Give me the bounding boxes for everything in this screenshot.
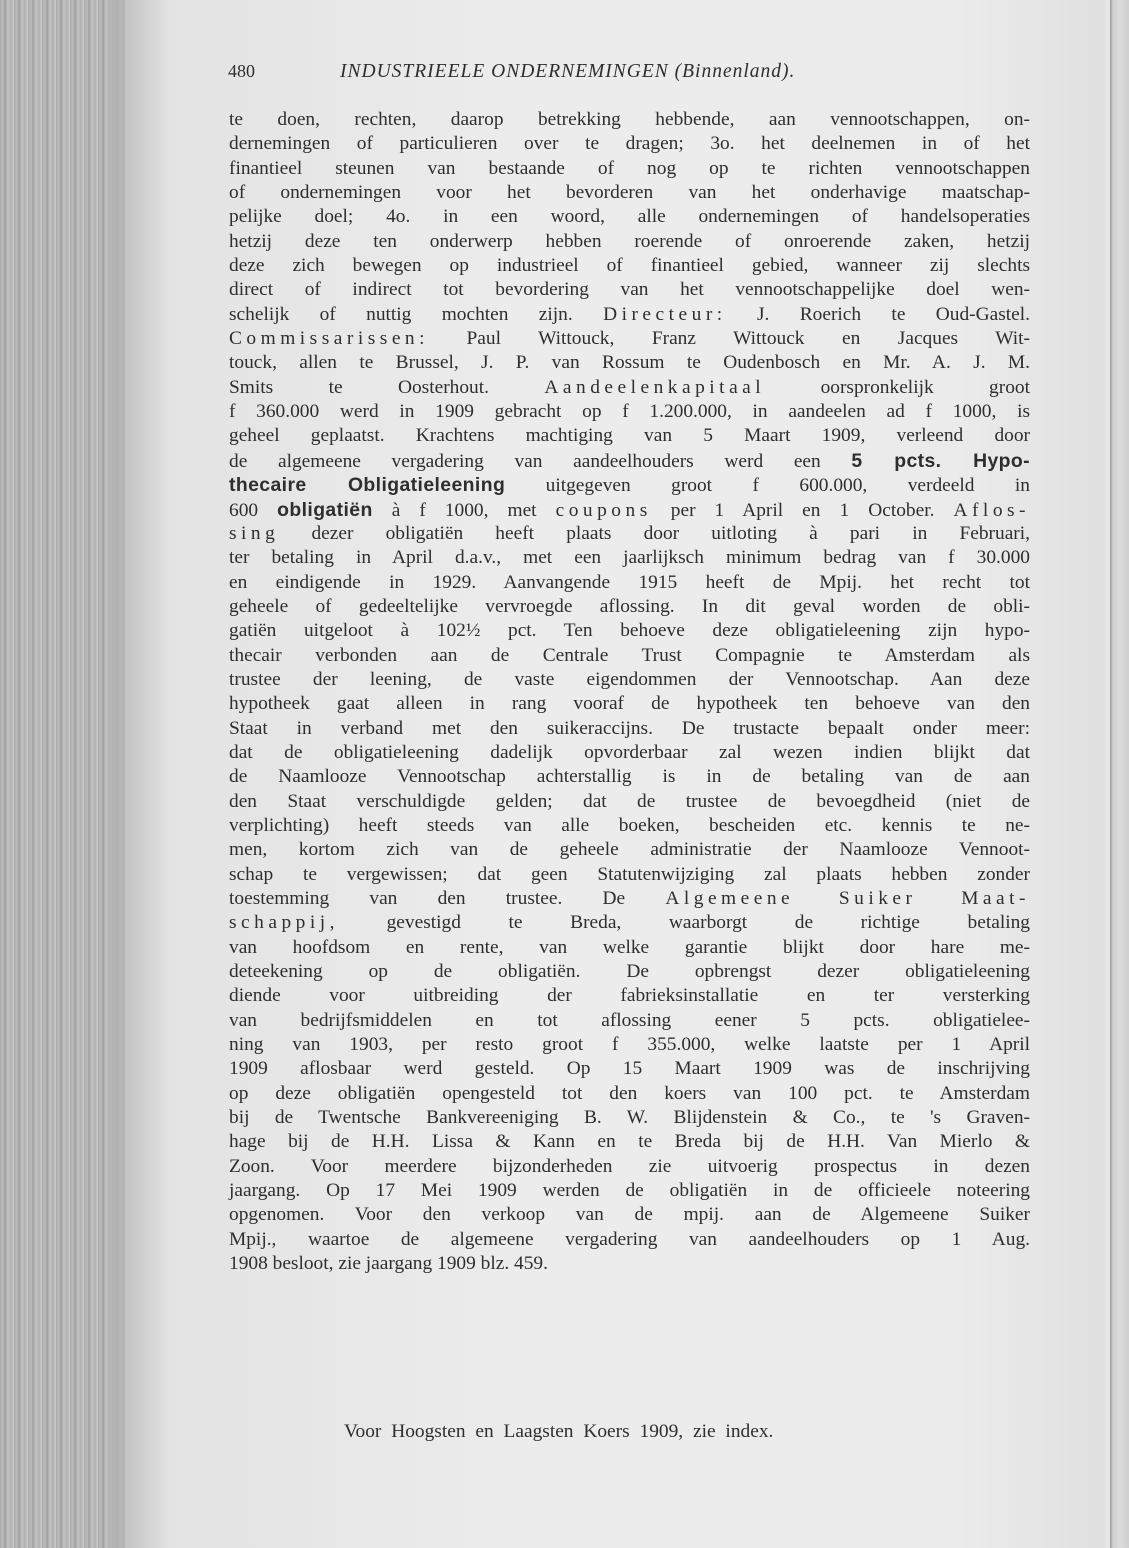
text-segment: à f 1000, met [372,499,556,521]
text-line [229,400,1030,424]
text-line [229,1179,1030,1203]
text-segment: de algemeene vergadering van aandeelhouders werd een [229,450,852,472]
text-line [229,1082,1030,1106]
text-segment: thecair verbonden aan de Centrale Trust Compagnie te Amsterdam als [229,644,1030,666]
text-segment: deteekening op de obligatiën. De opbrengst dezer obligatieleening [229,961,1030,983]
text-segment: van hoofdsom en rente, van welke garantie blijkt door hare me- [229,936,1030,958]
text-segment: geheele of gedeeltelijke vervroegde aflossing. In dit geval worden de obli- [229,595,1030,617]
text-line [229,1106,1030,1130]
text-line [229,546,1030,570]
text-segment: men, kortom zich van de geheele administratie der Naamlooze Vennoot- [229,839,1030,861]
text-line [229,230,1030,254]
text-line [229,254,1030,278]
text-line [229,765,1030,789]
text-segment: van bedrijfsmiddelen en tot aflossing eener 5 pcts. obligatielee- [229,1009,1030,1031]
text-segment: gatiën uitgeloot à 102½ pct. Ten behoeve deze obligatieleening zijn hypo- [229,620,1030,642]
text-line [229,1203,1030,1227]
text-segment: trustee der leening, de vaste eigendommen der Vennootschap. Aan deze [229,668,1030,690]
text-segment: en eindigende in 1929. Aanvangende 1915 heeft de Mpij. het recht tot [229,571,1030,593]
text-line [229,911,1030,935]
text-line [229,157,1030,181]
body-paragraph [229,108,1030,1277]
text-segment: 600 [229,499,278,521]
text-segment: uitgegeven groot f 600.000, verdeeld in [505,475,1030,497]
spaced-label-text: Directeur: [603,303,727,325]
text-line [229,863,1030,887]
text-line [229,303,1030,327]
text-line [229,1130,1030,1154]
text-segment: geheel geplaatst. Krachtens machtiging van 5 Maart 1909, verleend door [229,425,1030,447]
text-segment: ning van 1903, per resto groot f 355.000, welke laatste per 1 April [229,1034,1030,1056]
text-line [229,668,1030,692]
text-segment: Staat in verband met den suikeraccijns. De trustacte bepaalt onder meer: [229,717,1030,739]
text-segment: Zoon. Voor meerdere bijzonderheden zie uitvoerig prospectus in dezen [229,1155,1030,1177]
text-line [229,887,1030,911]
footer-note: Voor Hoogsten en Laagsten Koers 1909, zie index. [344,1421,774,1442]
text-segment: ter betaling in April d.a.v., met een jaarlijksch minimum bedrag van f 30.000 [229,547,1030,569]
text-segment: hage bij de H.H. Lissa & Kann en te Breda bij de H.H. Van Mierlo & [229,1131,1030,1153]
text-segment: Mpij., waartoe de algemeene vergadering van aandeelhouders op 1 Aug. [229,1228,1030,1250]
text-line [229,838,1030,862]
text-line [229,424,1030,448]
text-line [229,717,1030,741]
text-line [229,473,1030,497]
text-segment: op deze obligatiën opengesteld tot den koers van 100 pct. te Amsterdam [229,1082,1030,1104]
text-line [229,741,1030,765]
text-segment: de Naamlooze Vennootschap achterstallig is in de betaling van de aan [229,766,1030,788]
text-line [229,984,1030,1008]
text-segment: 1909 aflosbaar werd gesteld. Op 15 Maart 1909 was de inschrijving [229,1058,1030,1080]
text-segment: hypotheek gaat alleen in rang vooraf de hypotheek ten behoeve van den [229,693,1030,715]
text-line [229,814,1030,838]
text-segment: Smits te Oosterhout. [229,376,545,398]
text-segment: hetzij deze ten onderwerp hebben roerende of onroerende zaken, hetzij [229,230,1030,252]
text-segment: finantieel steunen van bestaande of nog op te richten vennootschappen [229,157,1030,179]
text-segment: dernemingen of particulieren over te dragen; 3o. het deelnemen in of het [229,133,1030,155]
text-segment: dat de obligatieleening dadelijk opvorderbaar zal wezen indien blijkt dat [229,741,1030,763]
text-segment: dezer obligatiën heeft plaats door uitloting à pari in Februari, [279,522,1030,544]
text-line [229,1155,1030,1179]
text-line [229,571,1030,595]
text-line [229,205,1030,229]
text-segment: pelijke doel; 4o. in een woord, alle ondernemingen of handelsoperaties [229,206,1030,228]
spaced-label-text: coupons [555,499,652,521]
bold-heading-text: thecaire Obligatieleening [229,474,506,497]
bold-heading-text: 5 pcts. Hypo- [851,449,1031,472]
text-line [229,692,1030,716]
text-segment: verplichting) heeft steeds van alle boeken, bescheiden etc. kennis te ne- [229,814,1030,836]
text-segment: 1908 besloot, zie jaargang 1909 blz. 459. [229,1253,548,1275]
gutter-shadow [110,0,170,1548]
text-line [229,936,1030,960]
text-segment: J. Roerich te Oud-Gastel. [726,303,1030,325]
spaced-label-text: Aandeelenkapitaal [544,376,766,398]
text-line [229,644,1030,668]
right-page-edge [1110,0,1129,1548]
text-line [229,278,1030,302]
text-line [229,960,1030,984]
text-line [229,522,1030,546]
text-line [229,181,1030,205]
book-page-edges [0,0,125,1548]
page-header [228,61,998,89]
text-line [229,132,1030,156]
text-segment: schap te vergewissen; dat geen Statutenwijziging zal plaats hebben zonder [229,863,1030,885]
text-line [229,1033,1030,1057]
text-line [229,376,1030,400]
text-segment: bij de Twentsche Bankvereeniging B. W. Blijdenstein & Co., te 's Graven- [229,1107,1030,1129]
text-segment: diende voor uitbreiding der fabrieksinstallatie en ter versterking [229,985,1030,1007]
text-segment: deze zich bewegen op industrieel of finantieel gebied, wanneer zij slechts [229,255,1030,277]
bold-heading-text: obligatiën [277,498,373,521]
page-number: 480 [228,61,255,81]
text-segment: f 360.000 werd in 1909 gebracht op f 1.200.000, in aandeelen ad f 1000, is [229,401,1030,423]
spaced-label-text: Commissarissen: [229,328,430,350]
text-line [229,449,1030,473]
spaced-label-text: Aflos- [953,499,1031,521]
text-segment: gevestigd te Breda, waarborgt de richtige betaling [338,912,1030,934]
text-segment: per 1 April en 1 October. [651,499,954,521]
text-segment: opgenomen. Voor den verkoop van de mpij. aan de Algemeene Suiker [229,1204,1030,1226]
spaced-label-text: Algemeene Suiker Maat- [665,888,1030,909]
text-line [229,595,1030,619]
running-title: INDUSTRIEELE ONDERNEMINGEN (Binnenland). [340,61,796,82]
text-line [229,1252,1030,1276]
text-segment: den Staat verschuldigde gelden; dat de trustee de bevoegdheid (niet de [229,790,1030,812]
text-segment: direct of indirect tot bevordering van het vennootschappelijke doel wen- [229,279,1030,301]
text-segment: te doen, rechten, daarop betrekking hebbende, aan vennootschappen, on- [229,109,1030,130]
text-line [229,1228,1030,1252]
text-line [229,498,1030,522]
text-line [229,1009,1030,1033]
text-line [229,108,1030,132]
text-line [229,327,1030,351]
spaced-label-text: sing [229,522,280,544]
text-line [229,790,1030,814]
text-segment: toestemming van den trustee. De [229,888,666,909]
text-line [229,619,1030,643]
text-segment: of ondernemingen voor het bevorderen van het onderhavige maatschap- [229,182,1030,204]
text-line [229,351,1030,375]
text-segment: touck, allen te Brussel, J. P. van Rossum te Oudenbosch en Mr. A. J. M. [229,352,1030,374]
text-segment: Paul Wittouck, Franz Wittouck en Jacques Wit- [429,328,1030,350]
text-line [229,1057,1030,1081]
text-segment: jaargang. Op 17 Mei 1909 werden de obligatiën in de officieele noteering [229,1180,1030,1202]
spaced-label-text: schappij, [229,912,339,934]
text-segment: schelijk of nuttig mochten zijn. [229,303,604,325]
text-segment: oorspronkelijk groot [765,376,1030,398]
